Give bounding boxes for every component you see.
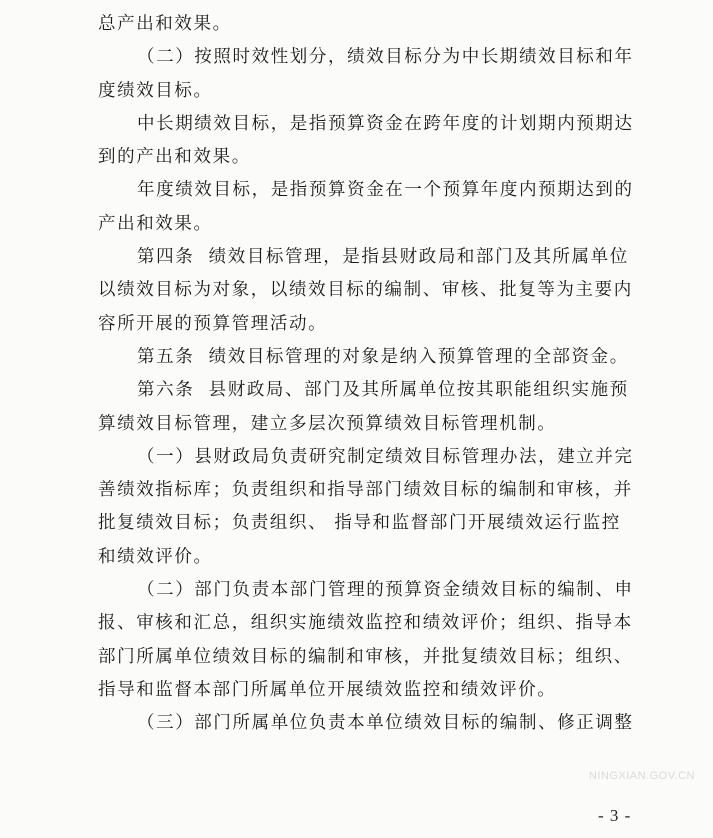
text-line: 批复绩效目标；负责组织、 指导和监督部门开展绩效运行监控 <box>98 513 621 534</box>
text-line: 报、审核和汇总，组织实施绩效监控和绩效评价；组织、指导本 <box>98 613 633 634</box>
paragraph-total-output <box>98 8 628 41</box>
text-line: 总产出和效果。 <box>98 14 232 34</box>
text-line: （二）按照时效性划分，绩效目标分为中长期绩效目标和年 <box>137 47 634 68</box>
paragraph-annual <box>98 174 634 241</box>
text-line: 中长期绩效目标，是指预算资金在跨年度的计划期内预期达 <box>137 113 634 134</box>
paragraph-finance-bureau <box>98 441 634 574</box>
text-line: 部门所属单位绩效目标的编制和审核，并批复绩效目标；组织、 <box>98 646 633 667</box>
paragraph-timeliness <box>98 41 634 108</box>
paragraph-departments <box>98 574 634 707</box>
text-line: （二）部门负责本部门管理的预算资金绩效目标的编制、申 <box>137 580 634 601</box>
text-line: 到的产出和效果。 <box>98 147 251 168</box>
paragraph-article-6 <box>98 374 628 441</box>
text-line: 和绩效评价。 <box>98 546 213 567</box>
text-line: 以绩效目标为对象，以绩效目标的编制、审核、批复等为主要内 <box>98 280 633 301</box>
text-line: （一）县财政局负责研究制定绩效目标管理办法，建立并完 <box>137 446 634 467</box>
text-line: 年度绩效目标，是指预算资金在一个预算年度内预期达到的 <box>137 180 634 201</box>
text-line: （三）部门所属单位负责本单位绩效目标的编制、修正调整 <box>137 713 634 734</box>
paragraph-subordinate-units <box>98 707 634 740</box>
text-line: 第六条 县财政局、部门及其所属单位按其职能组织实施预 <box>137 380 629 401</box>
text-line: 第五条 绩效目标管理的对象是纳入预算管理的全部资金。 <box>137 346 629 367</box>
site-watermark: NINGXIAN.GOV.CN <box>588 770 695 782</box>
paragraph-medium-long-term <box>98 108 634 175</box>
text-line: 容所开展的预算管理活动。 <box>98 313 328 334</box>
text-line: 度绩效目标。 <box>98 80 213 101</box>
text-line: 算绩效目标管理，建立多层次预算绩效目标管理机制。 <box>98 413 557 434</box>
page-number: - 3 - <box>598 806 632 825</box>
text-line: 产出和效果。 <box>98 213 213 234</box>
paragraph-article-4 <box>98 241 633 341</box>
text-line: 指导和监督本部门所属单位开展绩效监控和绩效评价。 <box>98 679 557 700</box>
text-line: 善绩效指标库；负责组织和指导部门绩效目标的编制和审核，并 <box>98 480 633 501</box>
document-body <box>98 8 634 741</box>
paragraph-article-5 <box>98 341 628 374</box>
text-line: 第四条 绩效目标管理，是指县财政局和部门及其所属单位 <box>137 247 629 268</box>
